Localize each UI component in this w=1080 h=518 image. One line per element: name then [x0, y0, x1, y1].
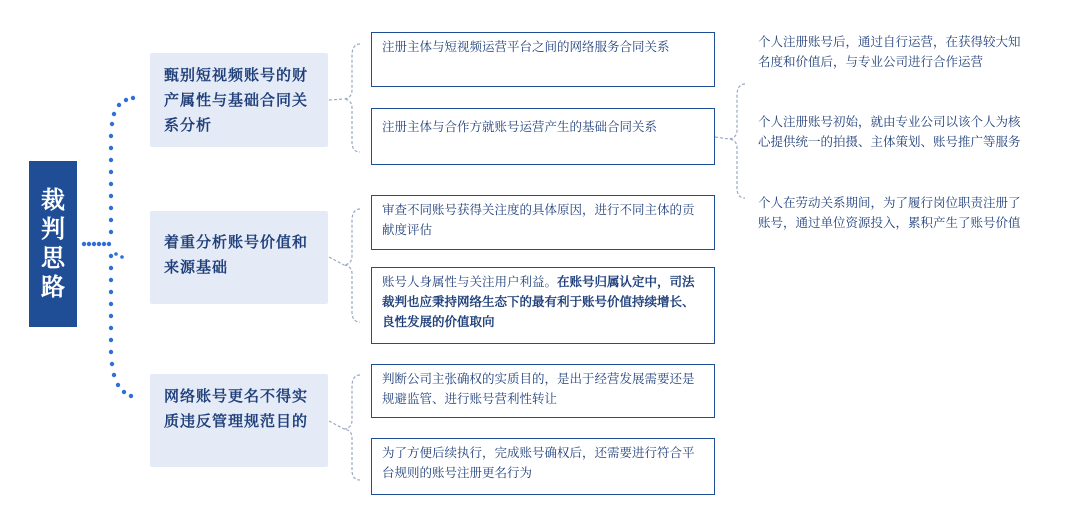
detail-box	[371, 267, 715, 344]
category-node-property-attributes	[150, 53, 328, 147]
detail-text-bold: 在账号归属认定中，司法裁判也应秉持网络生态下的最有利于账号价值持续增长、良性发展的价值取向	[382, 274, 695, 329]
root-node	[29, 161, 77, 327]
scenario-note	[758, 112, 1026, 152]
scenario-note	[758, 32, 1026, 72]
category-label: 甄别短视频账号的财产属性与基础合同关系分析	[164, 66, 309, 134]
note-text: 个人注册账号后，通过自行运营，在获得较大知名度和价值后，与专业公司进行合作运营	[758, 34, 1021, 69]
root-label: 裁判思路	[41, 186, 65, 301]
note-text: 个人注册账号初始，就由专业公司以该个人为核心提供统一的拍摄、主体策划、账号推广等服务	[758, 114, 1021, 149]
dotted-connector	[82, 96, 135, 398]
detail-text: 为了方便后续执行，完成账号确权后，还需要进行符合平台规则的账号注册更名行为	[382, 445, 695, 480]
detail-box	[371, 195, 715, 250]
detail-box	[371, 364, 715, 418]
detail-text: 审查不同账号获得关注度的具体原因，进行不同主体的贡献度评估	[382, 202, 695, 237]
detail-text: 注册主体与短视频运营平台之间的网络服务合同关系	[382, 39, 670, 54]
scenario-note	[758, 193, 1026, 233]
category-label: 着重分析账号价值和来源基础	[164, 233, 309, 276]
detail-box	[371, 438, 715, 495]
category-node-name-change	[150, 374, 328, 467]
note-text: 个人在劳动关系期间，为了履行岗位职责注册了账号，通过单位资源投入，累积产生了账号价值	[758, 195, 1021, 230]
detail-text: 注册主体与合作方就账号运营产生的基础合同关系	[382, 119, 658, 134]
category-node-account-value	[150, 211, 328, 304]
detail-text: 账号人身属性与关注用户利益。	[382, 274, 558, 289]
category-label: 网络账号更名不得实质违反管理规范目的	[164, 387, 309, 430]
detail-text: 判断公司主张确权的实质目的，是出于经营发展需要还是规避监管、进行账号营利性转让	[382, 371, 695, 406]
detail-box	[371, 108, 715, 165]
detail-box	[371, 32, 715, 87]
